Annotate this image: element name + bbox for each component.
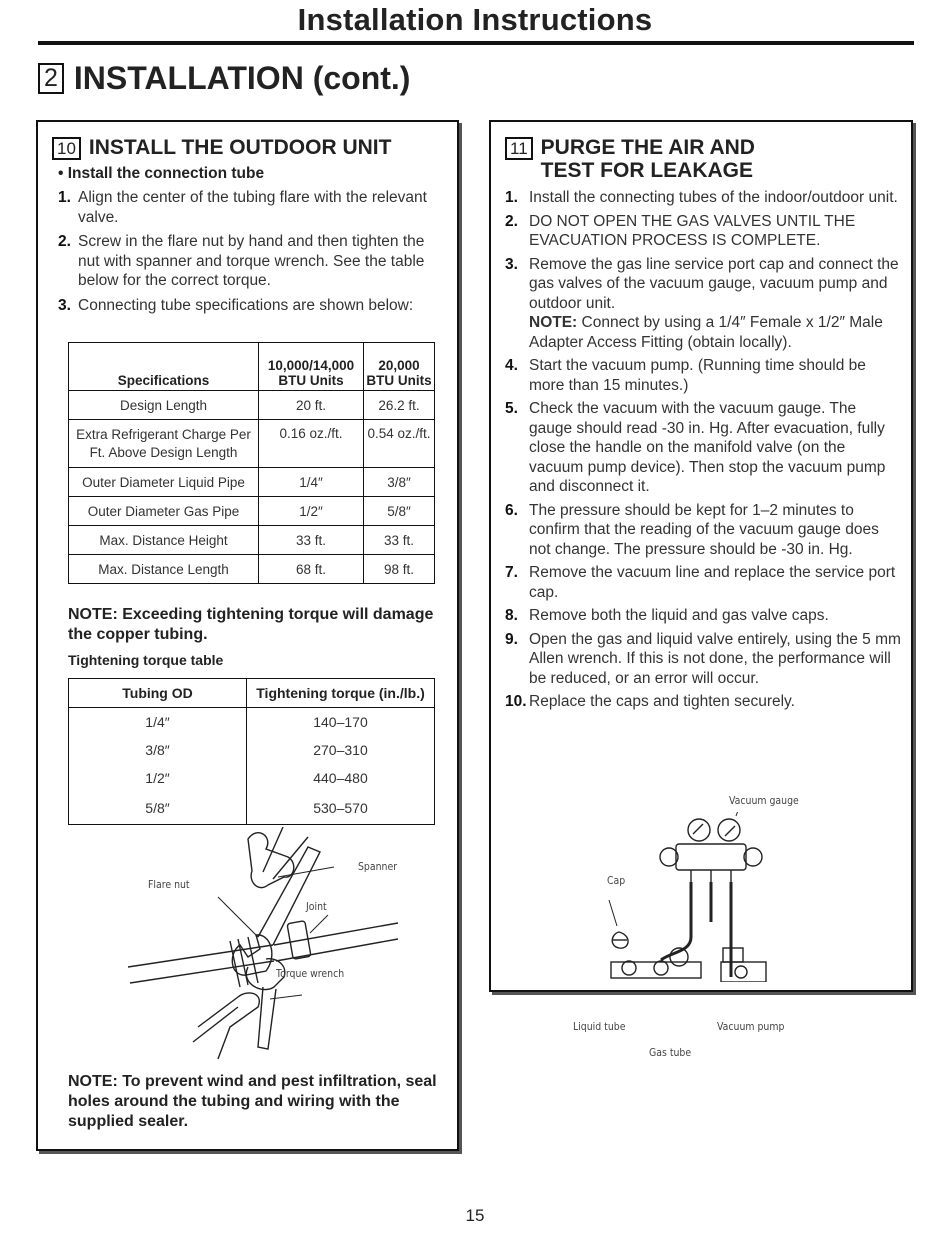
panel-title xyxy=(541,136,755,182)
panel-heading xyxy=(505,136,755,182)
cap-label: Cap xyxy=(607,874,626,887)
step-num: 8. xyxy=(505,607,518,624)
table-header: Tightening torque (in./lb.) xyxy=(247,679,435,708)
table-row xyxy=(69,526,435,555)
list-item xyxy=(505,255,903,353)
table-header: 10,000/14,000 BTU Units xyxy=(259,343,364,391)
purge-air-panel xyxy=(489,120,913,1059)
list-item xyxy=(505,212,903,251)
table-row xyxy=(69,420,435,468)
table-row xyxy=(69,391,435,420)
flare-nut-label: Flare nut xyxy=(148,878,190,891)
table-header-row xyxy=(69,343,435,391)
table-cell: Outer Diameter Gas Pipe xyxy=(69,497,259,526)
table-cell: 1/2″ xyxy=(259,497,364,526)
table-cell: 1/4″ xyxy=(259,468,364,497)
note-label: NOTE: xyxy=(529,314,578,331)
table-header: Tubing OD xyxy=(69,679,247,708)
step-text: Install the connecting tubes of the indoor/outdoor unit. xyxy=(529,189,898,206)
table-cell: 98 ft. xyxy=(364,555,435,584)
spanner-label: Spanner xyxy=(358,860,398,873)
page-header-title: Installation Instructions xyxy=(297,2,653,37)
joint-label: Joint xyxy=(306,900,327,913)
table-cell: 33 ft. xyxy=(259,526,364,555)
torque-wrench-label: Torque wrench xyxy=(276,967,345,980)
torque-warning-note: NOTE: Exceeding tightening torque will damage the copper tubing. xyxy=(68,606,434,643)
section-title xyxy=(38,60,410,97)
table-header: 20,000 BTU Units xyxy=(364,343,435,391)
table-cell: 5/8″ xyxy=(364,497,435,526)
list-item xyxy=(505,563,903,602)
liquid-tube-label: Liquid tube xyxy=(573,1020,626,1033)
step-num: 6. xyxy=(505,501,518,519)
table-cell: 0.16 oz./ft. xyxy=(259,420,364,468)
panel-subheading: • Install the connection tube xyxy=(58,165,265,182)
section-number-box: 2 xyxy=(38,63,64,94)
table-cell: Outer Diameter Liquid Pipe xyxy=(69,468,259,497)
step-num: 7. xyxy=(505,564,518,581)
panel-heading xyxy=(52,136,391,160)
step-text: Remove the vacuum line and replace the service port cap. xyxy=(529,564,896,601)
table-cell: 440–480 xyxy=(247,764,435,792)
list-item xyxy=(505,630,903,689)
table-cell: 5/8″ xyxy=(69,792,247,825)
purge-steps-list xyxy=(505,188,903,716)
table-row xyxy=(69,792,435,825)
step-num: 4. xyxy=(505,357,518,374)
table-row xyxy=(69,468,435,497)
page-number: 15 xyxy=(465,1206,485,1225)
step-text: Open the gas and liquid valve entirely, using the 5 mm Allen wrench. If this is not done, the performance will be reduced, or an error will occur. xyxy=(529,630,901,687)
step-text: Start the vacuum pump. (Running time should be more than 15 minutes.) xyxy=(529,357,866,394)
list-item xyxy=(58,296,448,316)
table-cell: Max. Distance Length xyxy=(69,555,259,584)
vacuum-gauge-illustration xyxy=(551,812,851,982)
table-row xyxy=(69,764,435,792)
step-num: 3. xyxy=(505,255,518,273)
step-text: Remove the gas line service port cap and connect the gas valves of the vacuum gauge, vacuum pump and outdoor unit. xyxy=(529,255,899,312)
step-text: Remove both the liquid and gas valve caps. xyxy=(529,607,829,624)
step-text: Check the vacuum with the vacuum gauge. The gauge should read -30 in. Hg. After evacuation, fully close the handle on the manifold valve (on the vacuum pump device). Then stop the vacuum pump and disconnect it. xyxy=(529,400,886,495)
step-number-box: 10 xyxy=(52,137,81,160)
panel-title-line: TEST FOR LEAKAGE xyxy=(540,159,753,182)
seal-holes-note: NOTE: To prevent wind and pest infiltration, seal holes around the tubing and wiring with the supplied sealer. xyxy=(68,1073,437,1130)
table-cell: Max. Distance Height xyxy=(69,526,259,555)
list-item xyxy=(505,188,903,208)
tightening-torque-table xyxy=(68,678,435,825)
table-cell: 3/8″ xyxy=(69,736,247,764)
table-cell: 20 ft. xyxy=(259,391,364,420)
table-cell: 530–570 xyxy=(247,792,435,825)
step-text: DO NOT OPEN THE GAS VALVES UNTIL THE EVACUATION PROCESS IS COMPLETE. xyxy=(529,212,856,249)
install-steps-list xyxy=(58,188,448,320)
step-text: Screw in the flare nut by hand and then tighten the nut with spanner and torque wrench. See the table below for the correct torque. xyxy=(78,233,425,289)
list-item xyxy=(505,356,903,395)
table-cell: 26.2 ft. xyxy=(364,391,435,420)
gas-tube-label: Gas tube xyxy=(649,1046,692,1059)
specifications-table xyxy=(68,342,435,584)
step-text: Connecting tube specifications are shown below: xyxy=(78,296,414,314)
table-cell: 0.54 oz./ft. xyxy=(364,420,435,468)
vacuum-gauge-label: Vacuum gauge xyxy=(729,794,799,807)
list-item xyxy=(505,399,903,497)
list-item xyxy=(58,188,448,227)
install-outdoor-unit-panel xyxy=(36,120,459,1151)
table-cell: Design Length xyxy=(69,391,259,420)
step-number-box: 11 xyxy=(505,137,533,160)
table-header: Specifications xyxy=(69,343,259,391)
step-num: 3. xyxy=(58,296,71,314)
header-rule xyxy=(38,41,914,45)
table-row xyxy=(69,555,435,584)
step-num: 2. xyxy=(505,212,518,230)
table-cell: 270–310 xyxy=(247,736,435,764)
table-cell: 3/8″ xyxy=(364,468,435,497)
table-cell: 1/4″ xyxy=(69,708,247,737)
step-num: 1. xyxy=(58,189,71,206)
step-text: Replace the caps and tighten securely. xyxy=(529,693,795,710)
vacuum-pump-label: Vacuum pump xyxy=(717,1020,785,1033)
table-cell: 140–170 xyxy=(247,708,435,737)
table-row xyxy=(69,708,435,737)
panel-title-line: PURGE THE AIR AND xyxy=(540,136,755,159)
table-cell: 1/2″ xyxy=(69,764,247,792)
panel-title: INSTALL THE OUTDOOR UNIT xyxy=(88,136,392,159)
step-num: 1. xyxy=(505,189,518,206)
step-num: 9. xyxy=(505,630,518,648)
table-cell: 33 ft. xyxy=(364,526,435,555)
table-row xyxy=(69,497,435,526)
section-title-text: INSTALLATION (cont.) xyxy=(73,60,411,96)
table-cell: 68 ft. xyxy=(259,555,364,584)
list-item xyxy=(505,606,903,626)
table-header-row xyxy=(69,679,435,708)
step-num: 10. xyxy=(505,693,527,710)
list-item xyxy=(505,692,903,712)
step-text: Align the center of the tubing flare with the relevant valve. xyxy=(78,189,427,226)
step-num: 5. xyxy=(505,400,518,417)
step-text: The pressure should be kept for 1–2 minutes to confirm that the reading of the vacuum gauge does not change. The pressure should be -30 in. Hg. xyxy=(529,501,879,558)
list-item xyxy=(505,501,903,560)
table-cell: Extra Refrigerant Charge Per Ft. Above Design Length xyxy=(69,420,259,468)
step-num: 2. xyxy=(58,233,71,250)
torque-table-title: Tightening torque table xyxy=(68,652,224,668)
table-row xyxy=(69,736,435,764)
list-item xyxy=(58,232,448,291)
note-text: Connect by using a 1/4″ Female x 1/2″ Male Adapter Access Fitting (obtain locally). xyxy=(529,314,883,351)
